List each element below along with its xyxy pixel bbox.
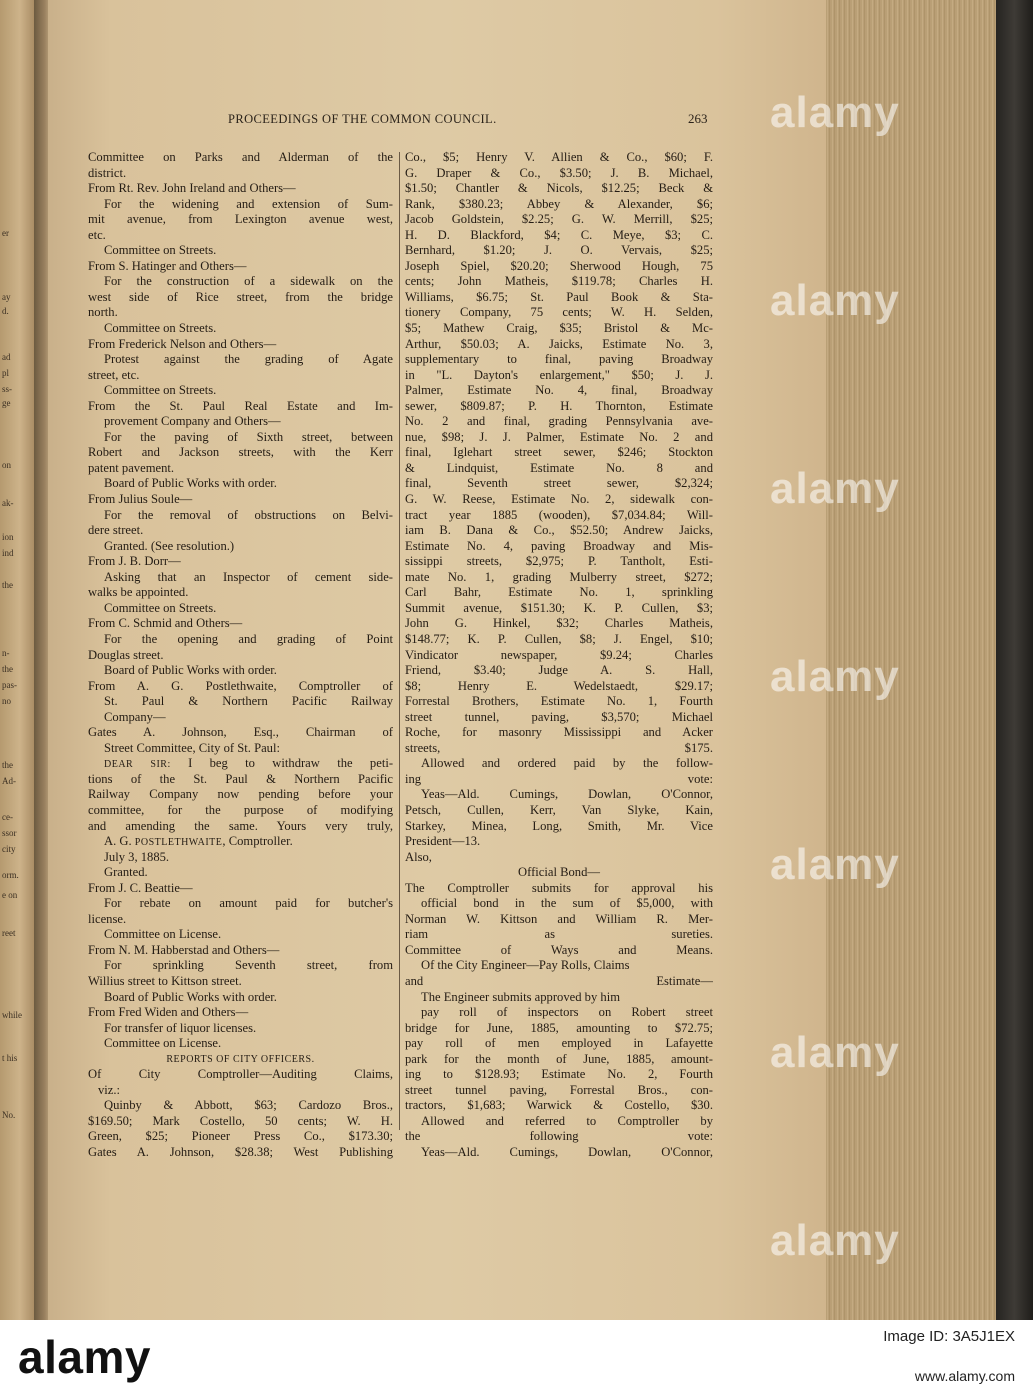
right_column-text-line: park for the month of June, 1885, amount- [405,1051,713,1066]
right_column-text-line: & Lindquist, Estimate No. 8 and [405,460,713,475]
left_column-text-line: patent pavement. [88,460,175,475]
left_column-text-line: Granted. [104,865,148,880]
right_column-text-line: Rank, $380.23; Abbey & Alexander, $6; [405,196,713,211]
left_column-text-line: For rebate on amount paid for butcher's [104,896,393,911]
left_column-text-line: From Julius Soule— [88,492,193,507]
left_column-text-line: Committee on Parks and Alderman of the [88,150,393,164]
left_column-text-line: Gates A. Johnson, $28.38; West Publishing [88,1145,393,1159]
left_column-text-line: Committee on Streets. [104,600,217,615]
facing-page-fragment: no [2,696,11,706]
left_column-text-line: Committee on Streets. [104,243,217,258]
left_column-text-line: Committee on License. [104,1036,222,1051]
left-page-edge [0,0,36,1320]
right_column-text-line: iam B. Dana & Co., $52.50; Andrew Jaicks, [405,523,713,538]
right_column-text-line: Summit avenue, $151.30; K. P. Cullen, $3; [405,600,713,615]
left_column-text-line: REPORTS OF CITY OFFICERS. [166,1053,315,1065]
left_column-text-line: $169.50; Mark Costello, 50 cents; W. H. [88,1113,393,1128]
left_column-text-line: From A. G. Postlethwaite, Comptroller of [88,678,393,693]
right_column-text-line: Palmer, Estimate No. 4, final, Broadway [405,383,713,398]
left_column-text-line: For the construction of a sidewalk on the [104,274,393,289]
right_column-text-line: sissippi streets, $2,975; P. Tantholt, Esti- [405,554,713,569]
right_column-text-line: Committee of Ways and Means. [405,942,713,957]
facing-page-fragment: ge [2,398,11,408]
right_column-text-line: tract year 1885 (wooden), $7,034.84; Will- [405,507,713,522]
left_column-text-line: From Rt. Rev. John Ireland and Others— [88,181,296,196]
right_column-text-line: Also, [405,849,432,864]
watermark: alamy [770,464,900,513]
facing-page-fragment: d. [2,306,9,316]
left_column-text-line: Street Committee, City of St. Paul: [104,740,280,755]
left_column-text-line: From N. M. Habberstad and Others— [88,942,280,957]
facing-page-fragment: the [2,664,13,674]
left_column-text-line: Willius street to Kittson street. [88,973,242,988]
left_column-text-line: Granted. (See resolution.) [104,538,235,553]
right_column-text-line: Yeas—Ald. Cumings, Dowlan, O'Connor, [421,1145,713,1159]
left_column-text-line: Committee on License. [104,927,222,942]
right_column-text-line: Co., $5; Henry V. Allien & Co., $60; F. [405,150,713,164]
right_column-text-line: G. W. Reese, Estimate No. 2, sidewalk con- [405,492,713,507]
facing-page-fragment: orm. [2,870,19,880]
right_column-text-line: $5; Mathew Craig, $35; Bristol & Mc- [405,321,713,336]
right_column-text-line: John G. Hinkel, $32; Charles Matheis, [405,616,713,631]
right_column-text-line: $1.50; Chantler & Nicols, $12.25; Beck & [405,181,713,196]
left_column-text-line: For sprinkling Seventh street, from [104,958,393,973]
left_column-text-line: provement Company and Others— [104,414,281,429]
left_column-text-line: From Fred Widen and Others— [88,1005,249,1020]
left_column-text-line: For the widening and extension of Sum- [104,196,393,211]
right_column-text-line: Petsch, Cullen, Kerr, Van Slyke, Kain, [405,802,713,817]
facing-page-fragment: reet [2,928,16,938]
image-id: Image ID: 3A5J1EX [883,1328,1015,1345]
left_column-text-line: walks be appointed. [88,585,189,600]
left_column-text-line: Board of Public Works with order. [104,989,277,1004]
left_column-text-line: Green, $25; Pioneer Press Co., $173.30; [88,1129,393,1144]
right_column-text-line: the following vote: [405,1129,713,1144]
left_column-text-line: Committee on Streets. [104,321,217,336]
watermark: alamy [770,276,900,325]
facing-page-fragment: on [2,460,11,470]
facing-page-fragment: n- [2,648,10,658]
left_column-text-line: etc. [88,227,106,242]
left_column-text-line: For the paving of Sixth street, between [104,429,393,444]
right_column-text-line: nue, $98; J. J. Palmer, Estimate No. 2 and [405,429,713,444]
right_column-text-line: Joseph Spiel, $20.20; Sherwood Hough, 75 [405,258,713,273]
left_column-text-line: Douglas street. [88,647,164,662]
right_column-text-line: in "L. Dayton's enlargement," $50; J. J. [405,367,713,382]
left_column-text-line: street, etc. [88,367,140,382]
left_column-text-line: Company— [104,709,166,724]
right_column-text-line: cents; John Matheis, $119.78; Charles H. [405,274,713,289]
right_column-text-line: The Comptroller submits for approval his [405,880,713,895]
left_column-text-line: license. [88,911,127,926]
right_column-text-line: riam as sureties. [405,927,713,942]
left_column-text-line: mit avenue, from Lexington avenue west, [88,212,393,227]
left_column-text-line: For the opening and grading of Point [104,631,393,646]
facing-page-fragment: No. [2,1110,16,1120]
watermark: alamy [770,840,900,889]
right_column-text-line: pay roll of men employed in Lafayette [405,1036,713,1051]
right_column-text-line: streets, $175. [405,740,713,755]
right_column-text-line: Roche, for masonry Mississippi and Acker [405,725,713,740]
facing-page-fragment: city [2,844,16,854]
left_column-text-line: For transfer of liquor licenses. [104,1020,257,1035]
right_column-text-line: official bond in the sum of $5,000, with [421,896,713,911]
left_column-text-line: July 3, 1885. [104,849,170,864]
running-head: PROCEEDINGS OF THE COMMON COUNCIL. [228,112,497,126]
right_column-text-line: supplementary to final, paving Broadway [405,352,713,367]
right_column-text-line: The Engineer submits approved by him [421,989,621,1004]
facing-page-fragment: ind [2,548,14,558]
right_column-text-line: and Estimate— [405,973,713,988]
right_column-text-line: Williams, $6.75; St. Paul Book & Sta- [405,289,713,304]
facing-page-fragment: ce- [2,812,13,822]
facing-page-fragment: the [2,760,13,770]
right_column-text-line: H. D. Blackford, $4; C. Meye, $3; C. [405,227,713,242]
column-rule [399,152,400,1130]
facing-page-fragment: Ad- [2,776,16,786]
facing-page-fragment: ss- [2,384,13,394]
left_column-text-line: For the removal of obstructions on Belvi- [104,507,393,522]
left_column-text-line: Of City Comptroller—Auditing Claims, [88,1067,393,1082]
left_column-text-line: west side of Rice street, from the bridge [88,289,393,304]
left_column-text-line: Quinby & Abbott, $63; Cardozo Bros., [104,1098,393,1113]
facing-page-fragment: while [2,1010,22,1020]
left_column-text-line: dere street. [88,523,144,538]
right_column-text-line: pay roll of inspectors on Robert street [421,1005,713,1020]
right_column-text-line: $148.77; K. P. Cullen, $8; J. Engel, $10; [405,631,713,646]
right_column-text-line: tractors, $1,683; Warwick & Costello, $30. [405,1098,713,1113]
left_column-text-line: district. [88,165,127,180]
facing-page-fragment: the [2,580,13,590]
left_column-text-line: Railway Company now pending before your [88,787,393,802]
left_column-text-line: From S. Hatinger and Others— [88,258,247,273]
left_column-text-line: DEAR SIR: I beg to withdraw the peti- [104,756,393,771]
right_column-text-line: ing to $128.93; Estimate No. 2, Fourth [405,1067,713,1082]
watermark: alamy [770,1216,900,1265]
facing-page-fragment: e on [2,890,18,900]
left_column-text-line: Committee on Streets. [104,383,217,398]
right_column-text-line: Yeas—Ald. Cumings, Dowlan, O'Connor, [421,787,713,802]
alamy-logo: alamy [18,1331,151,1383]
right_column-text-line: street tunnel paving, Forrestal Bros., con- [405,1082,713,1097]
cover-edge [996,0,1033,1320]
watermark: alamy [770,88,900,137]
right_column-text-line: Bernhard, $1.20; J. O. Vervais, $25; [405,243,713,258]
right_column-text-line: $8; Henry E. Wedelstaedt, $29.17; [405,678,713,693]
facing-page-fragment: pas- [2,680,17,690]
right_column-text-line: bridge for June, 1885, amounting to $72.75; [405,1020,713,1035]
page-number: 263 [688,111,708,126]
right_column-text-line: sewer, $809.87; P. H. Thornton, Estimate [405,398,713,413]
right_column-text-line: No. 2 and final, grading Pennsylvania ave- [405,414,713,429]
right_column-text-line: Allowed and ordered paid by the follow- [421,756,713,771]
right-column [405,150,713,1161]
left_column-text-line: From C. Schmid and Others— [88,616,243,631]
right_column-text-line: Friend, $3.40; Judge A. S. Hall, [405,663,713,678]
right_column-text-line: mate No. 1, grading Mulberry street, $272; [405,569,713,584]
right_column-text-line: street tunnel, paving, $3,570; Michael [405,709,713,724]
site-url: www.alamy.com [914,1368,1015,1384]
left_column-text-line: viz.: [98,1082,121,1097]
left_column-text-line: tions of the St. Paul & Northern Pacific [88,771,393,786]
right_column-text-line: Jacob Goldstein, $2.25; G. W. Merrill, $25; [405,212,713,227]
right_column-text-line: Official Bond— [518,865,600,880]
facing-page-fragment: er [2,228,9,238]
left_column-text-line: Robert and Jackson streets, with the Kerr [88,445,393,460]
facing-page-fragment: ad [2,352,11,362]
right_column-text-line: Carl Bahr, Estimate No. 1, sprinkling [405,585,713,600]
watermark: alamy [770,1028,900,1077]
left_column-text-line: and amending the same. Yours very truly, [88,818,393,833]
right_column-text-line: tionery Company, 75 cents; W. H. Selden, [405,305,713,320]
right_column-text-line: final, Seventh street sewer, $2,324; [405,476,713,491]
left_column-text-line: From the St. Paul Real Estate and Im- [88,398,393,413]
facing-page-fragment: pl [2,368,10,378]
right_column-text-line: Vindicator newspaper, $9.24; Charles [405,647,713,662]
facing-page-fragment: ak- [2,498,14,508]
facing-page-fragment: t his [2,1053,18,1063]
right_column-text-line: Estimate No. 4, paving Broadway and Mis- [405,538,713,553]
right_column-text-line: Allowed and referred to Comptroller by [421,1113,713,1128]
facing-page-fragment: ay [2,292,11,302]
left_column-text-line: Gates A. Johnson, Esq., Chairman of [88,725,393,740]
right_column-text-line: Of the City Engineer—Pay Rolls, Claims [421,958,630,973]
right_column-text-line: G. Draper & Co., $3.50; J. B. Michael, [405,165,713,180]
left_column-text-line: north. [88,305,118,320]
left_column-text-line: St. Paul & Northern Pacific Railway [104,694,393,709]
right_column-text-line: final, Iglehart street sewer, $246; Stockton [405,445,713,460]
right_column-text-line: ing vote: [405,771,713,786]
left_column-text-line: committee, for the purpose of modifying [88,802,393,817]
watermark: alamy [770,652,900,701]
left_column-text-line: From J. B. Dorr— [88,554,181,569]
facing-page-fragment: ssor [2,828,17,838]
right_column-text-line: Forrestal Brothers, Estimate No. 1, Fourth [405,694,713,709]
left_column-text-line: A. G. POSTLETHWAITE, Comptroller. [104,834,293,849]
right_column-text-line: Norman W. Kittson and William R. Mer- [405,911,713,926]
footer-bar [0,1320,1033,1390]
left_column-text-line: Board of Public Works with order. [104,663,277,678]
left_column-text-line: Board of Public Works with order. [104,476,277,491]
left_column-text-line: From Frederick Nelson and Others— [88,336,277,351]
left_column-text-line: Asking that an Inspector of cement side- [104,569,393,584]
left-column [88,150,393,1161]
right_column-text-line: President—13. [405,834,481,849]
left_column-text-line: Protest against the grading of Agate [104,352,393,367]
right_column-text-line: Starkey, Minea, Long, Smith, Mr. Vice [405,818,713,833]
facing-page-fragment: ion [2,532,14,542]
left_column-text-line: From J. C. Beattie— [88,880,193,895]
right_column-text-line: Arthur, $50.03; A. Jaicks, Estimate No. 3, [405,336,713,351]
